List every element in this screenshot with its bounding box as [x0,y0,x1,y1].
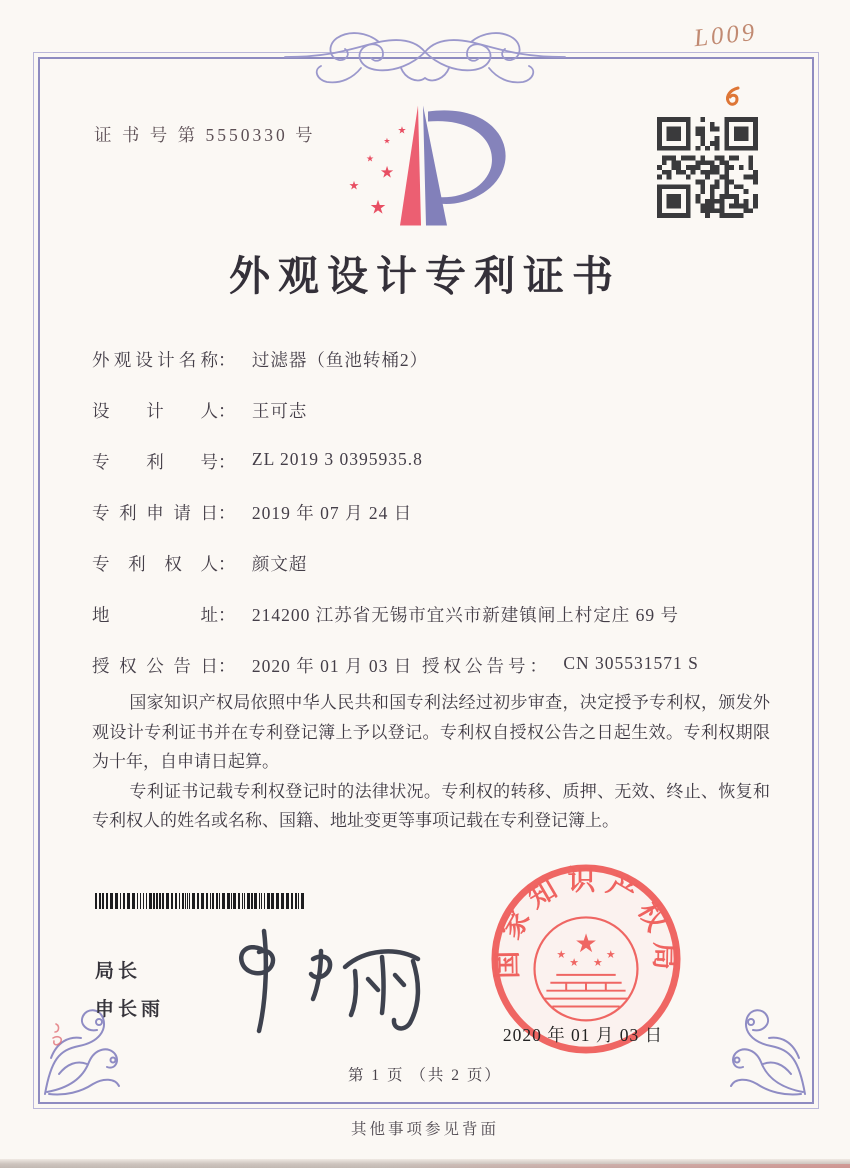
officer-name: 申长雨 [95,999,165,1020]
barcode [95,893,309,909]
svg-text:★: ★ [605,948,616,962]
svg-text:★: ★ [397,125,407,137]
svg-text:★: ★ [383,136,391,146]
field-value: 过滤器（鱼池转桶2） [251,350,429,370]
field-label: 专利申请日 [92,503,218,523]
grant-date: 授权公告日： 2020 年 01 月 03 日 [92,656,413,676]
field-value: ZL 2019 3 0395935.8 [251,449,423,469]
field-value: 2019 年 07 月 24 日 [251,503,413,523]
svg-text:★: ★ [365,154,375,165]
grant-number: 授权公告号： CN 305531571 S [422,653,699,676]
svg-text:★: ★ [593,955,603,969]
field-label: 地址 [92,605,218,625]
field-value: 王可志 [251,401,308,421]
cnipa-logo-icon [330,96,520,234]
body-paragraph-1: 国家知识产权局依照中华人民共和国专利法经过初步审查，决定授予专利权，颁发外观设计专利证书并在专利登记簿上予以登记。专利权自授权公告之日起生效。专利权期限为十年，自申请日起算。 [92,693,770,771]
svg-text:★: ★ [379,162,395,182]
certificate-title: 外观设计专利证书 [229,253,621,299]
field-designer: 设计人： 王可志 [92,398,772,449]
handwritten-note: L009 [692,18,759,53]
back-note: 其他事项参见背面 [350,1121,499,1138]
field-value: 214200 江苏省无锡市宜兴市新建镇闸上村定庄 69 号 [251,605,679,625]
field-design-name: 外观设计名称： 过滤器（鱼池转桶2） [92,347,772,398]
red-scribble-icon [50,1020,72,1050]
field-patent-number: 专利号： ZL 2019 3 0395935.8 [92,449,423,472]
certificate-number: 证 书 号 第 5550330 号 [94,125,316,145]
svg-text:★: ★ [574,929,598,960]
field-label: 设计人 [92,401,218,421]
scan-edge-tint [383,1164,850,1168]
officer-title: 局长 [95,961,142,982]
signature [215,925,433,1037]
orange-mark-icon [718,84,744,110]
svg-text:★: ★ [556,948,567,962]
field-filing-date: 专利申请日： 2019 年 07 月 24 日 [92,500,772,551]
field-label: 专利号 [92,452,218,472]
field-label: 专利权人 [92,554,218,574]
svg-text:★: ★ [369,196,387,219]
svg-text:★: ★ [348,178,360,193]
field-label: 外观设计名称 [92,350,218,370]
top-border-ornament-icon [283,28,567,92]
body-paragraph-2: 专利证书记载专利权登记时的法律状况。专利权的转移、质押、无效、终止、恢复和专利权人的姓名或名称、国籍、地址变更等事项记载在专利登记簿上。 [92,781,770,830]
seal-agency-text: 国家知识产权局 [491,864,681,979]
qr-code [657,117,758,218]
field-address: 地址： 214200 江苏省无锡市宜兴市新建镇闸上村定庄 69 号 [92,602,772,653]
field-patentee: 专利权人： 颜文超 [92,551,772,602]
seal-date: 2020 年 01 月 03 日 [502,1025,664,1045]
legal-text [92,688,770,836]
page-number: 第 1 页 （共 2 页） [348,1067,502,1084]
svg-text:★: ★ [569,955,579,969]
field-list [92,347,772,704]
field-value: 颜文超 [251,554,308,574]
